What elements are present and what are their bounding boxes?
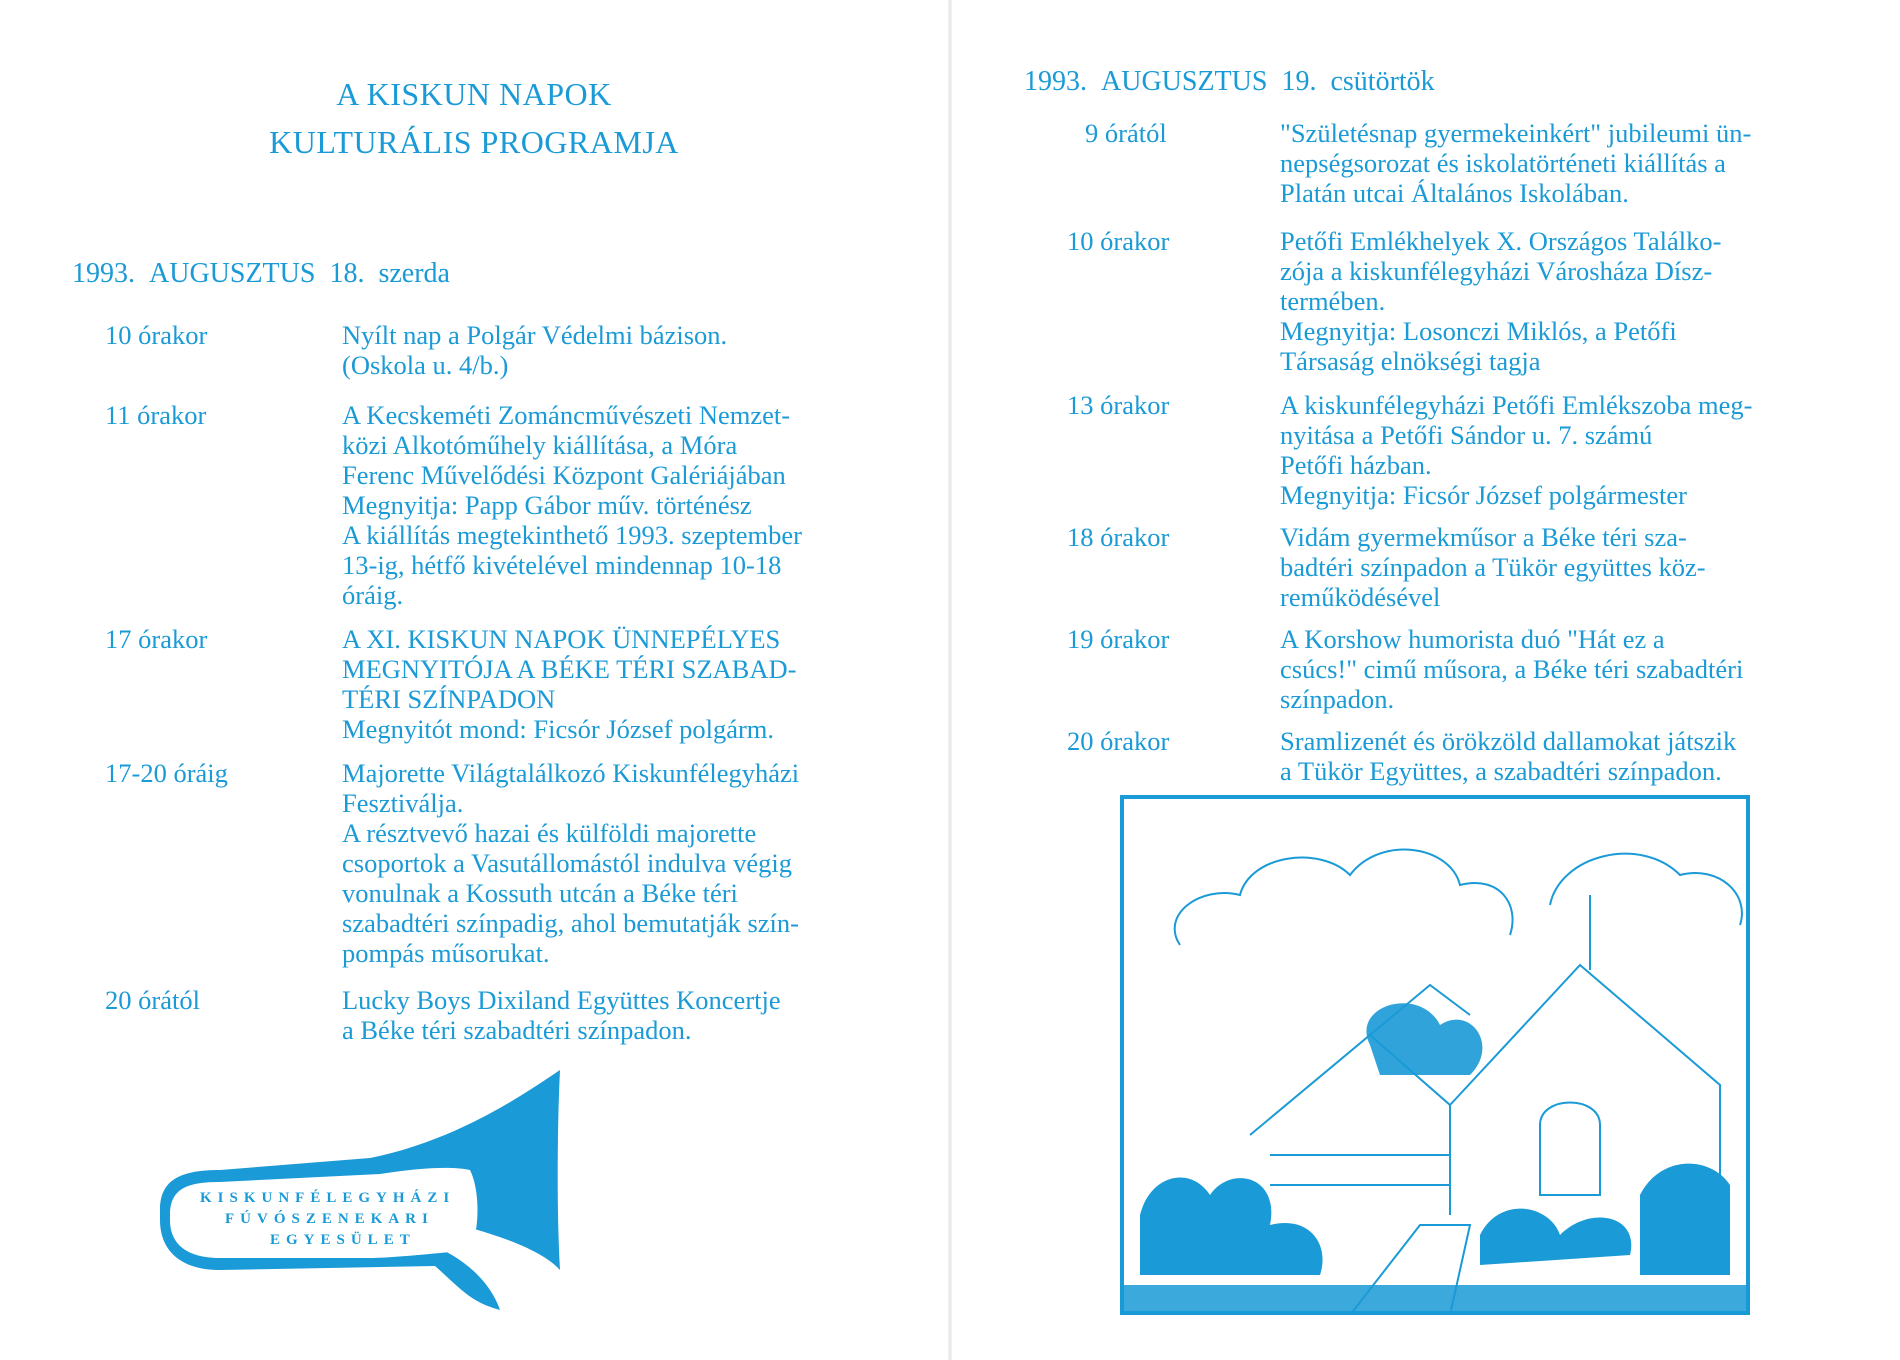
entry-description-line: nepségsorozat és iskolatörténeti kiállítás a bbox=[1280, 148, 1726, 178]
entry-description-line: Megnyitót mond: Ficsór József polgárm. bbox=[342, 714, 775, 744]
entry-description-line: a Tükör Együttes, a szabadtéri színpadon. bbox=[1280, 756, 1722, 786]
entry-description-line: Megnyitja: Papp Gábor műv. történész bbox=[342, 490, 752, 520]
cloud-left bbox=[1175, 850, 1513, 945]
bushes-right bbox=[1640, 1164, 1730, 1275]
entry-description-line: Vidám gyermekműsor a Béke téri sza- bbox=[1280, 522, 1687, 552]
entry-time: 17-20 óráig bbox=[105, 758, 228, 788]
entry-description-line: Lucky Boys Dixiland Együttes Koncertje bbox=[342, 985, 781, 1015]
cloud-right bbox=[1550, 854, 1742, 925]
date-day: 19. bbox=[1281, 66, 1317, 97]
entry-description-line: A kiskunfélegyházi Petőfi Emlékszoba meg- bbox=[1280, 390, 1753, 420]
date-weekday: szerda bbox=[378, 258, 450, 289]
entry-description-line: Nyílt nap a Polgár Védelmi bázison. bbox=[342, 320, 728, 350]
emblem-text-line1: KISKUNFÉLEGYHÁZI bbox=[200, 1190, 456, 1206]
entry-description-line: reműködésével bbox=[1280, 582, 1441, 612]
entry-time: 19 órakor bbox=[1067, 624, 1170, 654]
entry-description-line: (Oskola u. 4/b.) bbox=[342, 350, 509, 380]
entry-description bbox=[342, 985, 886, 1045]
entry-description-line: közi Alkotóműhely kiállítása, a Móra bbox=[342, 430, 738, 460]
entry-description-line: "Születésnap gyermekeinkért" jubileumi ün- bbox=[1280, 118, 1752, 148]
tree-foliage bbox=[1366, 1003, 1482, 1075]
ground-shading bbox=[1120, 1285, 1750, 1315]
entry-description-line: zója a kiskunfélegyházi Városháza Dísz- bbox=[1280, 256, 1713, 286]
program-title-line1: A KISKUN NAPOK bbox=[336, 76, 612, 112]
entry-description-line: Platán utcai Általános Iskolában. bbox=[1280, 178, 1629, 208]
entry-time: 13 órakor bbox=[1067, 390, 1170, 420]
entry-description-line: MEGNYITÓJA A BÉKE TÉRI SZABAD- bbox=[342, 654, 797, 684]
date-month: AUGUSZTUS bbox=[1101, 66, 1268, 97]
entry-description-line: vonulnak a Kossuth utcán a Béke téri bbox=[342, 878, 738, 908]
date-day: 18. bbox=[329, 258, 365, 289]
entry-description-line: Ferenc Művelődési Központ Galériájában bbox=[342, 460, 786, 490]
emblem-text-line3: EGYESÜLET bbox=[270, 1232, 416, 1248]
entry-description bbox=[1280, 522, 1820, 612]
school-building-illustration bbox=[1120, 795, 1750, 1315]
entry-description bbox=[342, 400, 886, 610]
date-month: AUGUSZTUS bbox=[149, 258, 316, 289]
entry-time: 10 órakor bbox=[1067, 226, 1170, 256]
entry-description-line: A XI. KISKUN NAPOK ÜNNEPÉLYES bbox=[342, 624, 781, 654]
program-title-line2: KULTURÁLIS PROGRAMJA bbox=[269, 124, 679, 160]
entry-time: 9 órától bbox=[1085, 118, 1167, 148]
entry-time: 20 órakor bbox=[1067, 726, 1170, 756]
bushes-center bbox=[1480, 1209, 1631, 1265]
entry-description-line: pompás műsorukat. bbox=[342, 938, 550, 968]
date-weekday: csütörtök bbox=[1330, 66, 1435, 97]
facade-lines bbox=[1270, 1155, 1450, 1185]
entry-description-line: A résztvevő hazai és külföldi majorette bbox=[342, 818, 757, 848]
entry-description-line: Majorette Világtalálkozó Kiskunfélegyházi bbox=[342, 758, 800, 788]
entry-description-line: Megnyitja: Losonczi Miklós, a Petőfi bbox=[1280, 316, 1677, 346]
entry-description-line: 13-ig, hétfő kivételével mindennap 10-18 bbox=[342, 550, 782, 580]
entry-description-line: termében. bbox=[1280, 286, 1386, 316]
entry-description-line: A Kecskeméti Zománcművészeti Nemzet- bbox=[342, 400, 791, 430]
left-page bbox=[0, 0, 948, 1360]
entry-time: 11 órakor bbox=[105, 400, 207, 430]
entry-description-line: Társaság elnökségi tagja bbox=[1280, 346, 1541, 376]
entry-description-line: óráig. bbox=[342, 580, 404, 610]
entry-description-line: csoportok a Vasutállomástól indulva végig bbox=[342, 848, 792, 878]
entry-description bbox=[1280, 226, 1820, 376]
entry-time: 18 órakor bbox=[1067, 522, 1170, 552]
left-date-heading bbox=[72, 258, 464, 290]
entry-time: 20 órától bbox=[105, 985, 200, 1015]
entry-description-line: szabadtéri színpadig, ahol bemutatják szín- bbox=[342, 908, 799, 938]
entry-description bbox=[342, 320, 886, 380]
entry-description-line: Petőfi Emlékhelyek X. Országos Találko- bbox=[1280, 226, 1722, 256]
entry-description-line: csúcs!" cimű műsora, a Béke téri szabadtéri bbox=[1280, 654, 1744, 684]
entry-description-line: TÉRI SZÍNPADON bbox=[342, 684, 556, 714]
entry-description-line: nyitása a Petőfi Sándor u. 7. számú bbox=[1280, 420, 1653, 450]
entry-description bbox=[342, 624, 886, 744]
entry-description-line: Fesztiválja. bbox=[342, 788, 464, 818]
date-year: 1993. bbox=[1024, 66, 1087, 97]
entry-description bbox=[1280, 726, 1820, 786]
entry-description bbox=[1280, 118, 1820, 208]
entry-description-line: A Korshow humorista duó "Hát ez a bbox=[1280, 624, 1665, 654]
bushes-left bbox=[1140, 1178, 1323, 1275]
entry-description-line: A kiállítás megtekinthető 1993. szeptember bbox=[342, 520, 802, 550]
entry-description-line: Petőfi házban. bbox=[1280, 450, 1432, 480]
entry-description-line: Megnyitja: Ficsór József polgármester bbox=[1280, 480, 1687, 510]
entry-description bbox=[1280, 624, 1820, 714]
brass-band-emblem bbox=[160, 1070, 600, 1340]
entry-description bbox=[1280, 390, 1820, 510]
entry-time: 17 órakor bbox=[105, 624, 208, 654]
entry-description bbox=[342, 758, 886, 968]
emblem-text-line2: FÚVÓSZENEKARI bbox=[225, 1211, 434, 1227]
entry-description-line: a Béke téri szabadtéri színpadon. bbox=[342, 1015, 692, 1045]
entry-time: 10 órakor bbox=[105, 320, 208, 350]
entry-description-line: Sramlizenét és örökzöld dallamokat játszik bbox=[1280, 726, 1737, 756]
right-date-heading bbox=[1024, 66, 1449, 98]
entry-description-line: badtéri színpadon a Tükör együttes köz- bbox=[1280, 552, 1706, 582]
entry-description-line: színpadon. bbox=[1280, 684, 1395, 714]
arched-window bbox=[1540, 1103, 1600, 1196]
date-year: 1993. bbox=[72, 258, 135, 289]
